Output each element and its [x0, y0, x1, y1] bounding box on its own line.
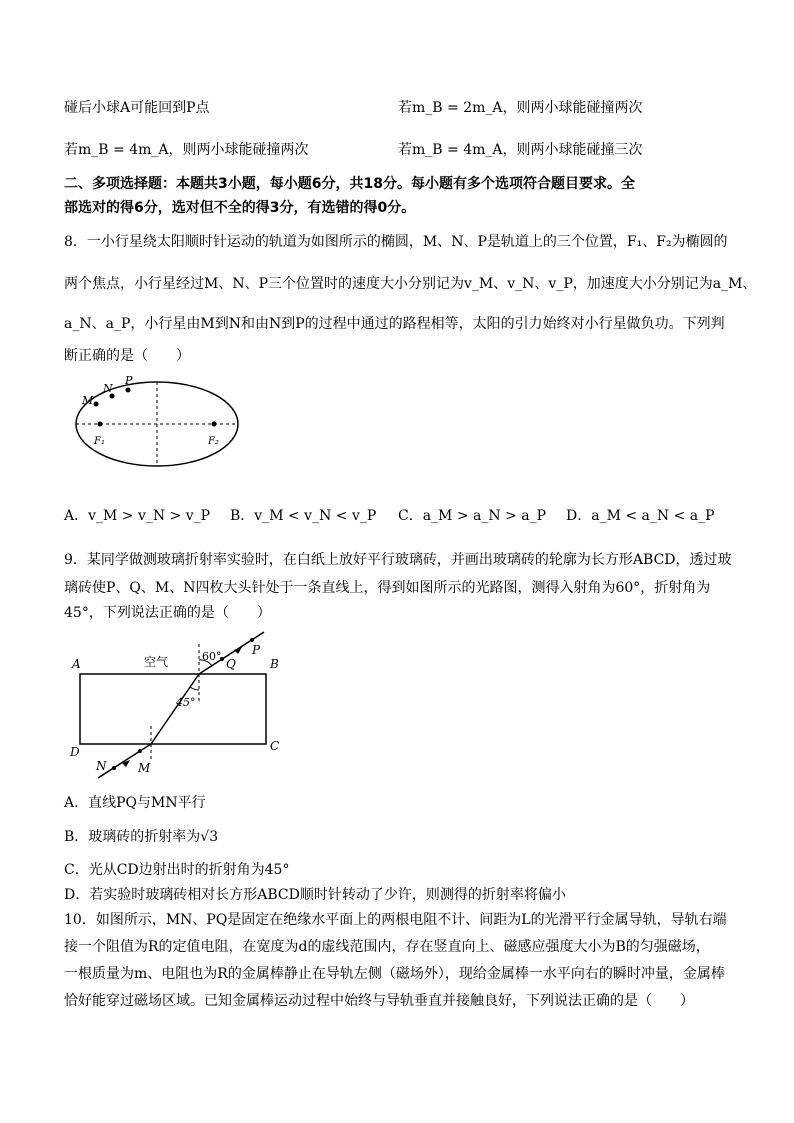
q10-stem-line4: 恰好能穿过磁场区域。已知金属棒运动过程中始终与导轨垂直并接触良好，下列说法正确的是（ ）	[64, 993, 694, 1009]
q8-ellipse-figure	[70, 368, 250, 468]
q9-stem-line1: 9．某同学做测玻璃折射率实验时，在白纸上放好平行玻璃砖，并画出玻璃砖的轮廓为长方形ABCD，透过玻	[64, 552, 732, 568]
q9-option-d[interactable]: D．若实验时玻璃砖相对长方形ABCD顺时针转动了少许，则测得的折射率将偏小	[64, 887, 566, 903]
q7-option-b[interactable]	[398, 98, 643, 118]
label-p: P	[252, 643, 261, 657]
pin-p	[250, 638, 254, 642]
label-n: N	[96, 759, 107, 773]
label-c: C	[270, 739, 280, 753]
q9-option-b[interactable]: B．玻璃砖的折射率为√3	[64, 829, 219, 845]
q8-option-c[interactable]: C．a_M > a_N > a_P	[398, 508, 547, 524]
point-p	[126, 388, 131, 393]
label-m: M	[138, 761, 151, 775]
q7-option-c-text: 若m_B = 4m_A，则两小球能碰撞两次	[64, 142, 309, 158]
focus-f1	[98, 422, 103, 427]
q9-glass-figure	[66, 630, 286, 780]
label-p: P	[125, 374, 133, 387]
refracted-ray	[151, 674, 199, 744]
q7-option-c[interactable]	[64, 140, 309, 160]
q8-option-b[interactable]: B．v_M < v_N < v_P	[230, 508, 377, 524]
q9-option-a[interactable]: A．直线PQ与MN平行	[64, 795, 206, 811]
q7-option-b-text: 若m_B = 2m_A，则两小球能碰撞两次	[398, 100, 643, 116]
label-air: 空气	[144, 655, 169, 669]
q7-option-a[interactable]	[64, 98, 210, 118]
label-45deg: 45°	[176, 696, 196, 709]
label-n: N	[103, 382, 113, 395]
glass-brick	[80, 674, 266, 744]
focus-f2	[212, 422, 217, 427]
q7-option-d[interactable]	[398, 140, 643, 160]
q7-option-d-text: 若m_B = 4m_A，则两小球能碰撞三次	[398, 142, 643, 158]
label-f1: F₁	[94, 436, 105, 447]
q10-stem-line3: 一根质量为m、电阻也为R的金属棒静止在导轨左侧（磁场外），现给金属棒一水平向右的瞬时冲量，金属棒	[64, 966, 725, 982]
label-m: M	[82, 394, 94, 407]
label-q: Q	[226, 657, 236, 671]
point-m	[94, 402, 99, 407]
q9-stem-line2: 璃砖使P、Q、M、N四枚大头针处于一条直线上，得到如图所示的光路图，测得入射角为60°，折射角为	[64, 580, 711, 596]
label-d: D	[70, 745, 80, 759]
q8-stem-line2: 两个焦点，小行星经过M、N、P三个位置时的速度大小分别记为v_M、v_N、v_P，加速度大小分别记为a_M、	[64, 276, 757, 292]
q9-stem-line3: 45°，下列说法正确的是（ ）	[64, 605, 271, 621]
q10-stem-line2: 接一个阻值为R的定值电阻，在宽度为d的虚线范围内，存在竖直向上、磁感应强度大小为B的匀强磁场，	[64, 939, 710, 955]
section2-heading-line2: 部选对的得6分，选对但不全的得3分，有选错的得0分。	[64, 200, 416, 216]
q9-option-c[interactable]: C．光从CD边射出时的折射角为45°	[64, 862, 290, 878]
label-f2: F₂	[208, 436, 219, 447]
section2-heading-line1: 二、多项选择题：本题共3小题，每小题6分，共18分。每小题有多个选项符合题目要求。全	[64, 176, 635, 192]
q8-stem-line3: a_N、a_P，小行星由M到N和由N到P的过程中通过的路程相等，太阳的引力始终对小行星做负功。下列判	[64, 316, 725, 332]
label-a: A	[72, 657, 81, 671]
q10-stem-line1: 10．如图所示，MN、PQ是固定在绝缘水平面上的两根电阻不计、间距为L的光滑平行金属导轨，导轨右端	[64, 912, 727, 928]
q8-stem-line1: 8．一小行星绕太阳顺时针运动的轨道为如图所示的椭圆，M、N、P是轨道上的三个位置，F₁、F₂为椭圆的	[64, 234, 728, 250]
label-60deg: 60°	[202, 650, 222, 663]
pin-n	[112, 766, 116, 770]
q8-option-a[interactable]: A．v_M > v_N > v_P	[64, 508, 211, 524]
q8-option-d[interactable]: D．a_M < a_N < a_P	[566, 508, 715, 524]
q7-option-a-text: 碰后小球A可能回到P点	[64, 100, 210, 116]
pin-m	[138, 749, 142, 753]
q8-stem-line4: 断正确的是（ ）	[64, 348, 190, 364]
arc-45	[190, 687, 199, 690]
label-b: B	[270, 657, 279, 671]
